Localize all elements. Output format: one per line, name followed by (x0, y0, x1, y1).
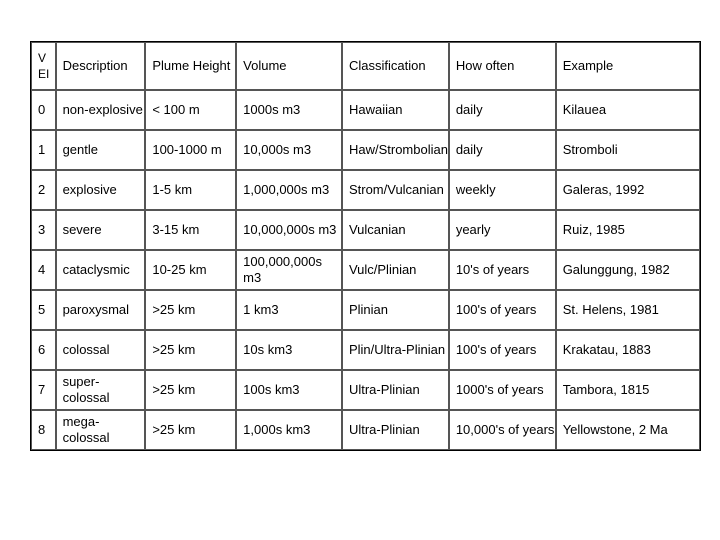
frequency-cell: weekly (449, 170, 556, 210)
frequency-cell: 10,000's of years (449, 410, 556, 450)
frequency-cell: 1000's of years (449, 370, 556, 410)
table-row (31, 250, 700, 290)
example-cell: Krakatau, 1883 (556, 330, 700, 370)
description-cell: cataclysmic (56, 250, 146, 290)
plume-height-cell: >25 km (145, 410, 236, 450)
volume-cell: 10s km3 (236, 330, 342, 370)
plume-height-cell: 1-5 km (145, 170, 236, 210)
plume-height-cell: < 100 m (145, 90, 236, 130)
vei-cell: 7 (31, 370, 56, 410)
table-row (31, 90, 700, 130)
example-cell: Yellowstone, 2 Ma (556, 410, 700, 450)
volume-cell: 1 km3 (236, 290, 342, 330)
vei-cell: 4 (31, 250, 56, 290)
table-row (31, 130, 700, 170)
description-cell: explosive (56, 170, 146, 210)
table-row (31, 210, 700, 250)
frequency-cell: daily (449, 90, 556, 130)
vei-cell: 6 (31, 330, 56, 370)
example-cell: St. Helens, 1981 (556, 290, 700, 330)
classification-cell: Haw/Strombolian (342, 130, 449, 170)
volume-cell: 1000s m3 (236, 90, 342, 130)
header-classification: Classification (342, 42, 449, 90)
header-example: Example (556, 42, 700, 90)
vei-cell: 0 (31, 90, 56, 130)
plume-height-cell: 3-15 km (145, 210, 236, 250)
frequency-cell: daily (449, 130, 556, 170)
header-plume-height: Plume Height (145, 42, 236, 90)
classification-cell: Strom/Vulcanian (342, 170, 449, 210)
volume-cell: 1,000s km3 (236, 410, 342, 450)
classification-cell: Vulc/Plinian (342, 250, 449, 290)
classification-cell: Vulcanian (342, 210, 449, 250)
table-row (31, 290, 700, 330)
table-row (31, 410, 700, 450)
table-row (31, 170, 700, 210)
description-cell: paroxysmal (56, 290, 146, 330)
frequency-cell: yearly (449, 210, 556, 250)
example-cell: Ruiz, 1985 (556, 210, 700, 250)
header-how-often: How often (449, 42, 556, 90)
classification-cell: Ultra-Plinian (342, 370, 449, 410)
vei-cell: 5 (31, 290, 56, 330)
plume-height-cell: 100-1000 m (145, 130, 236, 170)
plume-height-cell: >25 km (145, 330, 236, 370)
vei-cell: 1 (31, 130, 56, 170)
vei-cell: 3 (31, 210, 56, 250)
description-cell: gentle (56, 130, 146, 170)
classification-cell: Plinian (342, 290, 449, 330)
classification-cell: Ultra-Plinian (342, 410, 449, 450)
volume-cell: 1,000,000s m3 (236, 170, 342, 210)
example-cell: Galeras, 1992 (556, 170, 700, 210)
description-cell: non-explosive (56, 90, 146, 130)
table-body (31, 90, 700, 450)
example-cell: Tambora, 1815 (556, 370, 700, 410)
volume-cell: 100s km3 (236, 370, 342, 410)
description-cell: colossal (56, 330, 146, 370)
example-cell: Galunggung, 1982 (556, 250, 700, 290)
header-row (31, 42, 700, 90)
example-cell: Stromboli (556, 130, 700, 170)
vei-cell: 2 (31, 170, 56, 210)
description-cell: mega-colossal (56, 410, 146, 450)
description-cell: severe (56, 210, 146, 250)
header-volume: Volume (236, 42, 342, 90)
volume-cell: 100,000,000s m3 (236, 250, 342, 290)
vei-cell: 8 (31, 410, 56, 450)
example-cell: Kilauea (556, 90, 700, 130)
frequency-cell: 10's of years (449, 250, 556, 290)
table-row (31, 330, 700, 370)
header-vei: V EI (31, 42, 56, 90)
plume-height-cell: >25 km (145, 370, 236, 410)
classification-cell: Plin/Ultra-Plinian (342, 330, 449, 370)
vei-table (30, 41, 701, 451)
plume-height-cell: 10-25 km (145, 250, 236, 290)
plume-height-cell: >25 km (145, 290, 236, 330)
classification-cell: Hawaiian (342, 90, 449, 130)
header-description: Description (56, 42, 146, 90)
table-row (31, 370, 700, 410)
description-cell: super-colossal (56, 370, 146, 410)
frequency-cell: 100's of years (449, 330, 556, 370)
volume-cell: 10,000s m3 (236, 130, 342, 170)
volume-cell: 10,000,000s m3 (236, 210, 342, 250)
frequency-cell: 100's of years (449, 290, 556, 330)
